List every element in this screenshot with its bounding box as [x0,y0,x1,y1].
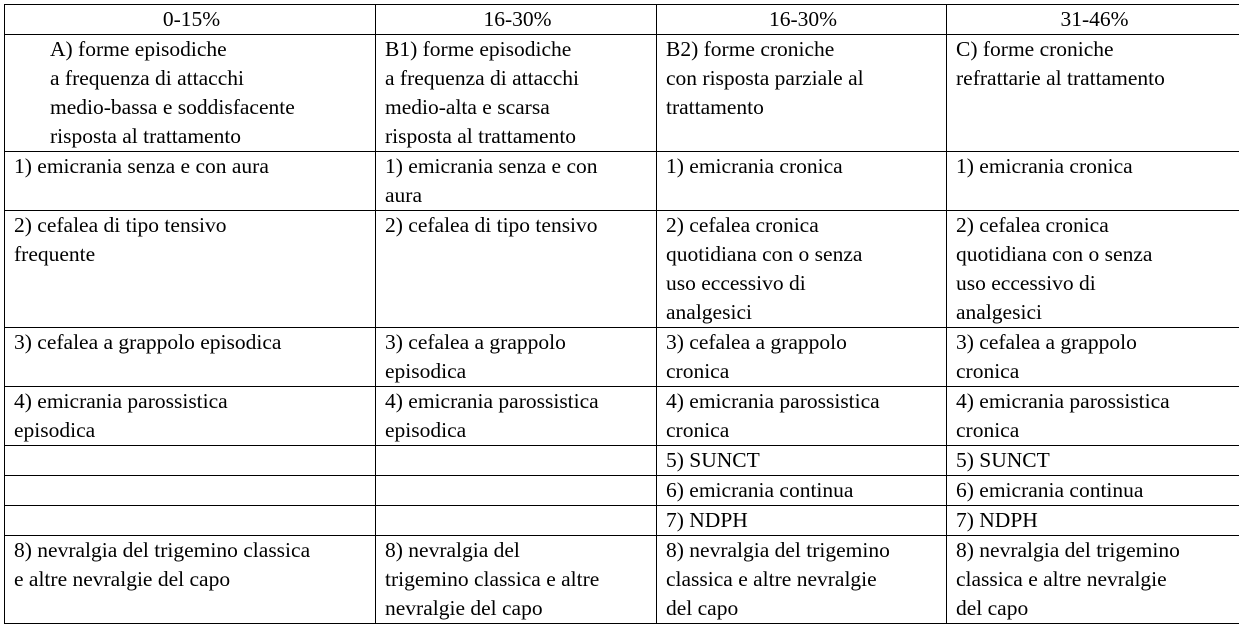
table-cell: 3) cefalea a grappolo cronica [947,328,1239,387]
header-cell-16-30-b1: 16-30% [376,5,657,35]
table-cell-empty [376,506,657,536]
table-cell: 5) SUNCT [657,446,947,476]
table-cell: 6) emicrania continua [947,476,1239,506]
table-row [5,506,1239,536]
table-cell-empty [5,506,376,536]
table-cell: 8) nevralgia del trigemino classica e altre nevralgie del capo [376,536,657,624]
header-cell-0-15: 0-15% [5,5,376,35]
table-row [5,476,1239,506]
group-b2-cell: B2) forme croniche con risposta parziale al trattamento [657,35,947,152]
table-cell: 6) emicrania continua [657,476,947,506]
table-cell: 4) emicrania parossistica cronica [947,387,1239,446]
table-cell: 5) SUNCT [947,446,1239,476]
table-cell: 4) emicrania parossistica episodica [5,387,376,446]
table-cell: 2) cefalea di tipo tensivo frequente [5,211,376,328]
table-cell: 4) emicrania parossistica episodica [376,387,657,446]
table-cell: 3) cefalea a grappolo cronica [657,328,947,387]
table-cell: 2) cefalea cronica quotidiana con o senza uso eccessivo di analgesici [947,211,1239,328]
group-a-cell: A) forme episodiche a frequenza di attacchi medio-bassa e soddisfacente risposta al trattamento [5,35,376,152]
table-cell-empty [5,476,376,506]
table-row [5,211,1239,328]
percentage-header-row [5,5,1239,35]
table-cell-empty [376,476,657,506]
table-cell: 2) cefalea di tipo tensivo [376,211,657,328]
table-cell-empty [5,446,376,476]
table-row [5,152,1239,211]
table-cell: 8) nevralgia del trigemino classica e altre nevralgie del capo [5,536,376,624]
group-c-cell: C) forme croniche refrattarie al trattamento [947,35,1239,152]
table-cell: 1) emicrania cronica [657,152,947,211]
table-cell-empty [376,446,657,476]
table-cell: 8) nevralgia del trigemino classica e altre nevralgie del capo [657,536,947,624]
table-cell: 1) emicrania senza e con aura [376,152,657,211]
table-cell: 7) NDPH [947,506,1239,536]
table-cell: 1) emicrania senza e con aura [5,152,376,211]
table-cell: 7) NDPH [657,506,947,536]
table-cell: 1) emicrania cronica [947,152,1239,211]
table-cell: 3) cefalea a grappolo episodica [5,328,376,387]
table-cell: 4) emicrania parossistica cronica [657,387,947,446]
header-cell-31-46: 31-46% [947,5,1239,35]
table-cell: 8) nevralgia del trigemino classica e altre nevralgie del capo [947,536,1239,624]
table-cell: 3) cefalea a grappolo episodica [376,328,657,387]
table-row [5,387,1239,446]
table-row [5,328,1239,387]
group-b1-cell: B1) forme episodiche a frequenza di attacchi medio-alta e scarsa risposta al trattamento [376,35,657,152]
header-cell-16-30-b2: 16-30% [657,5,947,35]
headache-classification-table [4,4,1239,624]
table-row [5,446,1239,476]
table-row [5,536,1239,624]
group-description-row [5,35,1239,152]
table-cell: 2) cefalea cronica quotidiana con o senza uso eccessivo di analgesici [657,211,947,328]
